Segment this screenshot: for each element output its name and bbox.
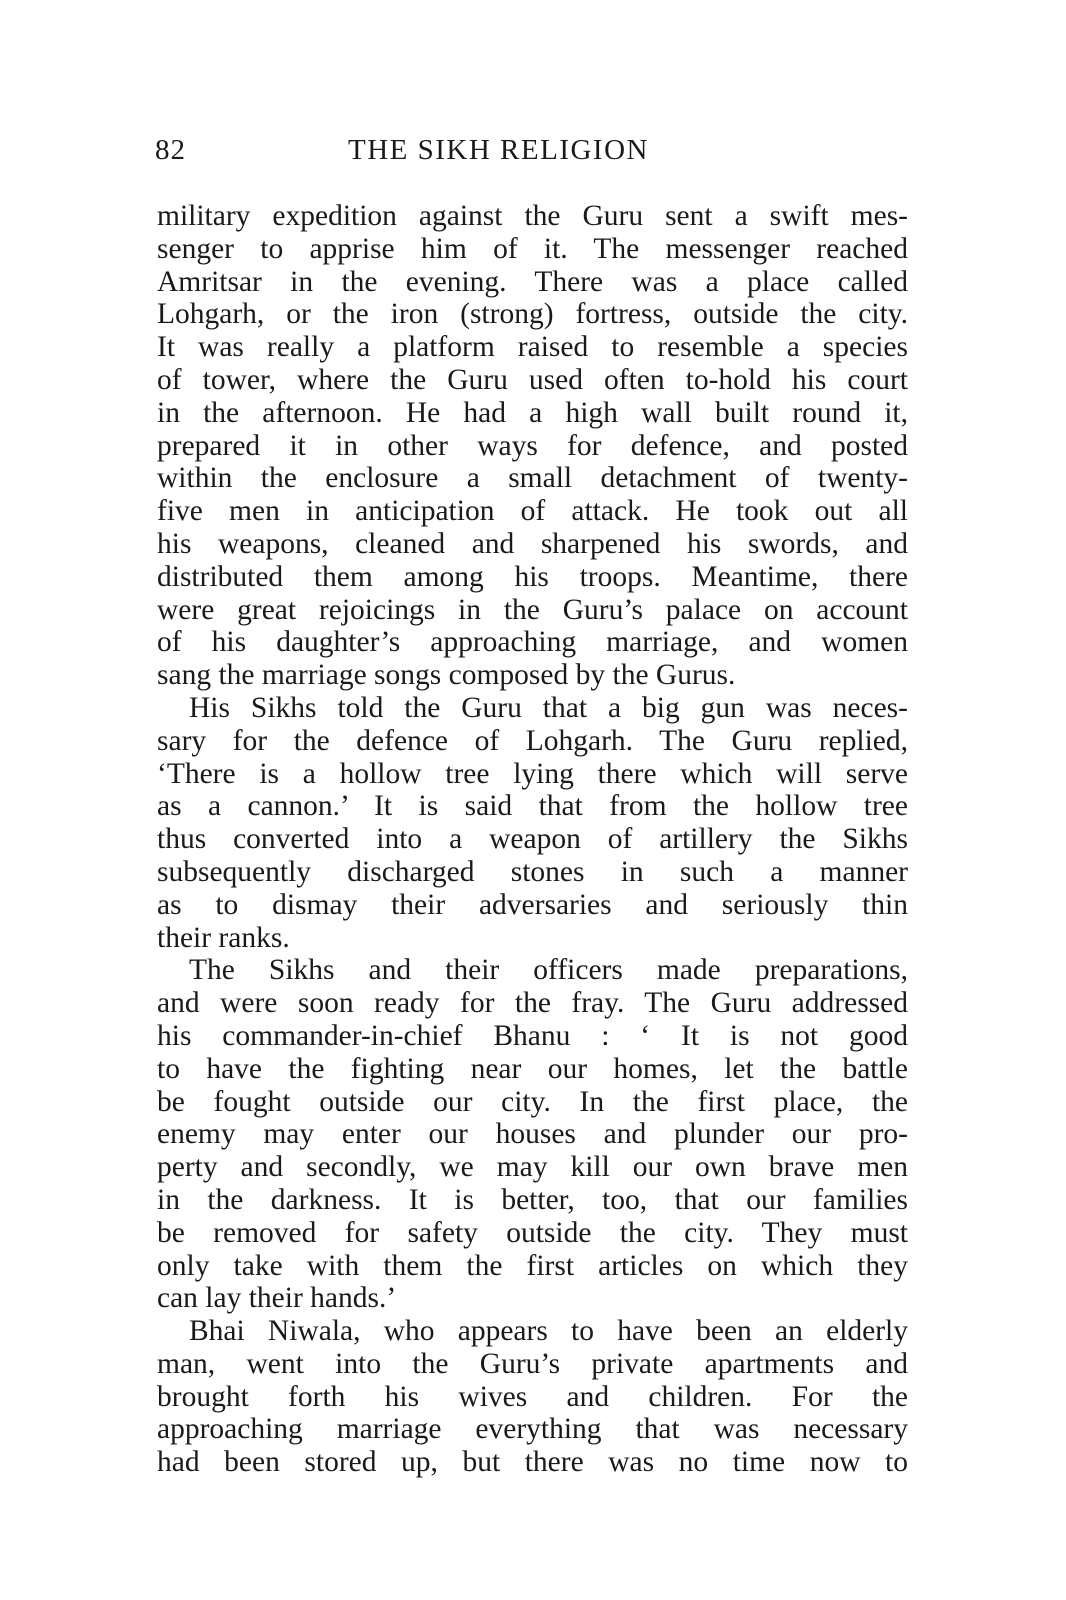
paragraph (157, 1315, 908, 1479)
text-line: their ranks. (157, 921, 290, 954)
paragraph (157, 954, 908, 1315)
text-line: man, went into the Guru’s private apartments and (157, 1347, 908, 1380)
text-line: It was really a platform raised to resemble a species (157, 331, 908, 364)
text-line: to have the fighting near our homes, let the battle (157, 1052, 908, 1085)
text-line: of his daughter’s approaching marriage, and women (157, 626, 908, 659)
text-line: subsequently discharged stones in such a manner (157, 855, 908, 888)
page-number: 82 (155, 134, 186, 166)
text-line: sary for the defence of Lohgarh. The Guru replied, (157, 724, 908, 757)
paragraph (157, 692, 908, 954)
text-line: distributed them among his troops. Meantime, there (157, 560, 908, 593)
text-line: prepared it in other ways for defence, and posted (157, 429, 908, 462)
text-line: can lay their hands.’ (157, 1282, 397, 1315)
text-line: military expedition against the Guru sent a swift mes- (157, 200, 908, 232)
text-line: The Sikhs and their officers made preparations, (189, 954, 908, 987)
text-line: ‘There is a hollow tree lying there which will serve (157, 757, 908, 790)
text-line: approaching marriage everything that was necessary (157, 1413, 908, 1446)
running-head (155, 134, 907, 174)
text-line: only take with them the first articles on which they (157, 1249, 908, 1282)
text-line: Lohgarh, or the iron (strong) fortress, outside the city. (157, 298, 908, 331)
text-line: thus converted into a weapon of artillery the Sikhs (157, 823, 908, 856)
text-line: be removed for safety outside the city. They must (157, 1216, 908, 1249)
text-line: were great rejoicings in the Guru’s palace on account (157, 593, 908, 626)
text-line: Amritsar in the evening. There was a place called (157, 265, 908, 298)
body-text (157, 200, 908, 1479)
text-line: as a cannon.’ It is said that from the hollow tree (157, 790, 908, 823)
text-line: sang the marriage songs composed by the Gurus. (157, 659, 736, 692)
text-line: his weapons, cleaned and sharpened his swords, and (157, 527, 908, 560)
text-line: had been stored up, but there was no time now to (157, 1446, 908, 1479)
text-line: perty and secondly, we may kill our own brave men (157, 1151, 908, 1184)
text-line: as to dismay their adversaries and seriously thin (157, 888, 908, 921)
text-line: senger to apprise him of it. The messenger reached (157, 232, 908, 265)
text-line: Bhai Niwala, who appears to have been an elderly (189, 1315, 908, 1348)
text-line: in the afternoon. He had a high wall built round it, (157, 396, 908, 429)
text-line: in the darkness. It is better, too, that our families (157, 1183, 908, 1216)
paragraph (157, 200, 908, 692)
text-line: His Sikhs told the Guru that a big gun was neces- (189, 691, 908, 724)
book-title: THE SIKH RELIGION (348, 134, 649, 166)
text-line: within the enclosure a small detachment of twenty- (157, 462, 908, 495)
text-line: brought forth his wives and children. For the (157, 1380, 908, 1413)
text-line: of tower, where the Guru used often to-hold his court (157, 363, 908, 396)
text-line: five men in anticipation of attack. He took out all (157, 495, 908, 528)
text-line: his commander-in-chief Bhanu : ‘ It is not good (157, 1019, 908, 1052)
text-line: enemy may enter our houses and plunder our pro- (157, 1118, 908, 1151)
text-line: be fought outside our city. In the first place, the (157, 1085, 908, 1118)
text-line: and were soon ready for the fray. The Guru addressed (157, 987, 908, 1020)
